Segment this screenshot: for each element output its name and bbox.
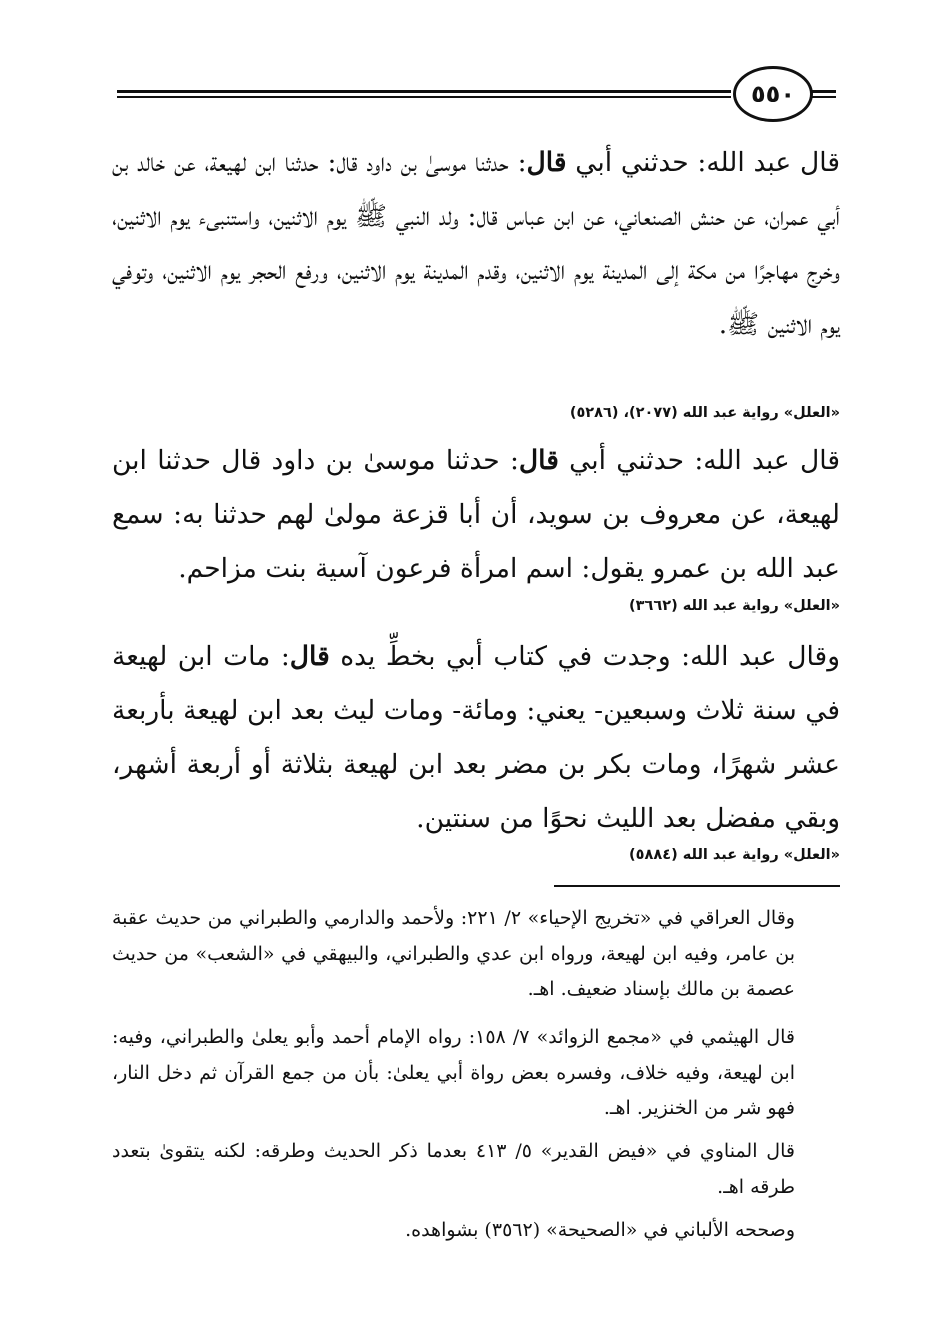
hadith-paragraph: قال عبد الله: حدثني أبي قال: حدثنا موسىٰ بن داود قال: حدثنا ابن لهيعة، عن خالد بن أبي عمران، عن حنش الصنعاني، عن ابن عباس قال: ولد النبي ﷺ يوم الاثنين، واستنبىء يوم الاثنين، وخرج مهاجرًا من مكة إلى المدينة يوم الاثنين، وقدم المدينة يوم الاثنين، ورفع الحجر يوم الاثنين، وتوفي يوم الاثنين ﷺ. — [112, 147, 840, 340]
footnote: وقال العراقي في «تخريج الإحياء» ٢/ ٢٢١: ولأحمد والدارمي والطبراني من حديث عقبة بن عامر، وفيه ابن لهيعة، ورواه ابن عدي والطبراني، والبيهقي في «الشعب» من حديث عصمة بن مالك بإسناد ضعيف. اهـ. — [112, 907, 795, 1000]
source-citation: «العلل» رواية عبد الله (٢٠٧٧)، (٥٢٨٦) — [569, 405, 840, 421]
footnote: قال الهيثمي في «مجمع الزوائد» ٧/ ١٥٨: رواه الإمام أحمد وأبو يعلىٰ والطبراني، وفيه: ابن لهيعة، وفيه خلاف، وفسره بعض رواة أبي يعلىٰ: بأن من جمع القرآن ثم دخل النار، فهو شر من الخنزير. اهـ. — [112, 1026, 795, 1119]
header-rule — [117, 90, 731, 93]
footnote: قال المناوي في «فيض القدير» ٥/ ٤١٣ بعدما ذكر الحديث وطرقه: لكنه يتقوىٰ بتعدد طرقه اهـ. — [112, 1140, 795, 1198]
page-number: ٥٥٠ — [733, 66, 813, 122]
footnote: وصححه الألباني في «الصحيحة» (٣٥٦٢) بشواهده. — [405, 1219, 795, 1241]
hadith-paragraph: وقال عبد الله: وجدت في كتاب أبي بخطِّ يده قال: مات ابن لهيعة في سنة ثلاث وسبعين- يعني: ومائة- ومات ليث بعد ابن لهيعة بأربعة عشر شهرًا، ومات بكر بن مضر بعد ابن لهيعة بثلاثة أو أربعة أشهر، وبقي مفضل بعد الليث نحوًا من سنتين. — [112, 641, 840, 834]
source-citation: «العلل» رواية عبد الله (٣٦٦٢) — [629, 598, 840, 614]
source-citation: «العلل» رواية عبد الله (٥٨٨٤) — [629, 847, 840, 863]
hadith-paragraph: قال عبد الله: حدثني أبي قال: حدثنا موسىٰ بن داود قال حدثنا ابن لهيعة، عن معروف بن سويد، أن أبا قزعة مولىٰ لهم حدثنا به: سمع عبد الله بن عمرو يقول: اسم امرأة فرعون آسية بنت مزاحم. — [112, 445, 840, 584]
header-rule — [117, 96, 731, 98]
footnote-separator — [554, 885, 840, 887]
